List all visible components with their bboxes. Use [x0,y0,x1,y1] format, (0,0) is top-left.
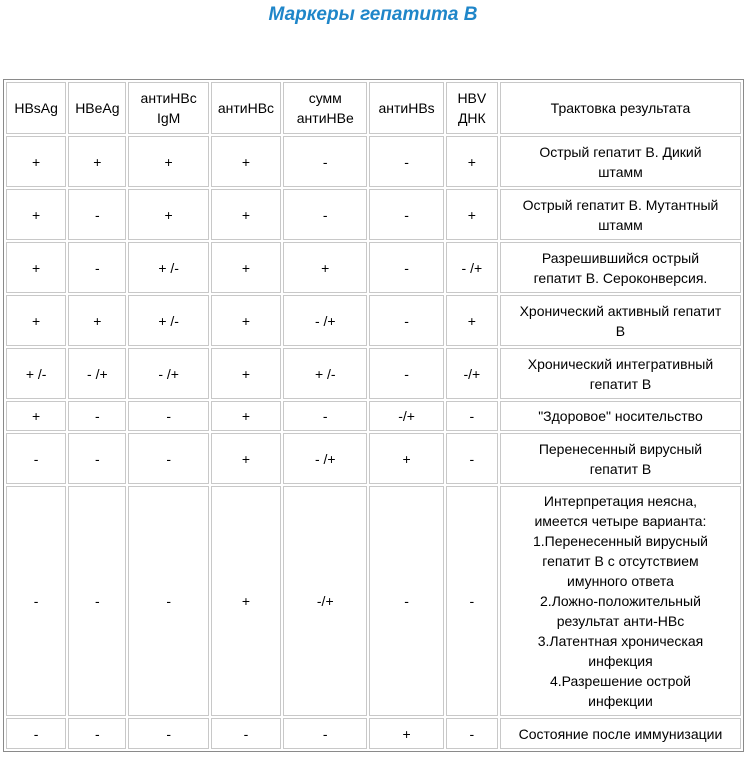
page-title: Маркеры гепатита В [268,4,478,25]
cell-text-line: 3.Латентная хроническая [537,633,704,649]
marker-cell: - [68,242,126,293]
marker-cell: - [446,433,498,484]
marker-cell: - [369,295,443,346]
cell-text-line: Интерпретация неясна, [543,493,698,509]
marker-cell: - /+ [283,295,367,346]
marker-cell: - [68,718,126,749]
marker-cell: + /- [128,295,208,346]
column-header [446,82,498,134]
cell-text-line: HBV [457,90,487,106]
cell-text-line: гепатит В [589,375,652,392]
cell-text-line: HBeAg [75,100,120,116]
cell-text-line: IgM [156,110,181,126]
cell-text-line: Острый гепатит В. Мутантный [522,196,719,213]
marker-cell: + [446,189,498,240]
marker-cell: + [211,486,281,716]
marker-cell: -/+ [283,486,367,716]
marker-cell: + [211,401,281,431]
table-row [6,433,741,484]
marker-cell: + /- [283,348,367,399]
interpretation-cell [500,295,741,346]
marker-cell: + [369,433,443,484]
marker-cell: - [446,401,498,431]
cell-text-line: антиНВс [140,90,197,106]
marker-cell: + [369,718,443,749]
table-row [6,348,741,399]
marker-cell: + [6,295,66,346]
cell-text-line: антиНВс [217,100,275,116]
interpretation-cell [500,189,741,240]
cell-text-line: "Здоровое" носительство [538,408,703,424]
table-row [6,718,741,749]
cell-text-line: инфекция [588,653,653,669]
marker-cell: - [128,486,208,716]
marker-cell: - [6,718,66,749]
marker-cell: - [369,486,443,716]
marker-cell: - [446,718,498,749]
marker-cell: + [128,189,208,240]
marker-cell: + [211,189,281,240]
table-row [6,486,741,716]
marker-cell: + [128,136,208,187]
cell-text-line: гепатит В. Сероконверсия. [533,269,708,286]
marker-cell: -/+ [369,401,443,431]
cell-text-line: имунного ответа [567,573,674,589]
cell-text-line: ДНК [457,110,486,126]
cell-text-line: Хронический интегративный [527,355,714,372]
interpretation-cell [500,718,741,749]
table-row [6,136,741,187]
interpretation-cell [500,348,741,399]
cell-text-line: HBsAg [14,100,58,116]
marker-cell: + [211,242,281,293]
table-row [6,189,741,240]
column-header [6,82,66,134]
marker-cell: + /- [6,348,66,399]
marker-cell: - [446,486,498,716]
interpretation-cell [500,486,741,716]
table-row [6,295,741,346]
marker-cell: -/+ [446,348,498,399]
marker-cell: + /- [128,242,208,293]
marker-cell: - [369,189,443,240]
cell-text-line: Острый гепатит В. Дикий [539,143,702,160]
marker-cell: + [68,136,126,187]
marker-cell: - [128,433,208,484]
marker-cell: + [6,136,66,187]
cell-text-line: инфекции [588,693,653,709]
marker-cell: - [283,401,367,431]
interpretation-cell [500,242,741,293]
marker-cell: + [68,295,126,346]
table-row [6,242,741,293]
interpretation-cell [500,136,741,187]
marker-cell: - [128,718,208,749]
marker-cell: - /+ [283,433,367,484]
cell-text-line: имеется четыре варианта: [534,513,707,529]
hepatitis-markers-table [3,79,744,752]
cell-text-line: Хронический активный гепатит [519,302,722,319]
cell-text-line: 4.Разрешение острой [549,673,691,689]
interpretation-cell [500,401,741,431]
marker-cell: + [446,295,498,346]
marker-cell: + [211,433,281,484]
cell-text-line: антиНВе [296,110,354,126]
cell-text-line: сумм [308,90,342,106]
cell-text-line: Перенесенный вирусный [538,440,703,457]
marker-cell: - [369,242,443,293]
cell-text-line: штамм [598,216,643,233]
marker-cell: - [68,401,126,431]
table-header-row [6,82,741,134]
marker-cell: + [283,242,367,293]
marker-cell: + [6,401,66,431]
cell-text-line: Трактовка результата [550,100,691,116]
cell-text-line: антиНВs [378,100,435,116]
marker-cell: - [6,433,66,484]
marker-cell: - /+ [68,348,126,399]
marker-cell: + [211,348,281,399]
marker-cell: - [283,718,367,749]
column-header [211,82,281,134]
column-header [68,82,126,134]
cell-text-line: Разрешившийся острый [541,249,700,266]
marker-cell: + [6,189,66,240]
marker-cell: - [211,718,281,749]
marker-cell: - [369,136,443,187]
marker-cell: - [68,189,126,240]
marker-cell: - /+ [128,348,208,399]
marker-cell: - [6,486,66,716]
marker-cell: + [211,295,281,346]
cell-text-line: штамм [598,163,643,180]
column-header [369,82,443,134]
column-header [283,82,367,134]
cell-text-line: В [615,322,626,339]
marker-cell: - [68,486,126,716]
marker-cell: - [128,401,208,431]
interpretation-cell [500,433,741,484]
cell-text-line: гепатит В [589,460,652,477]
marker-cell: - [283,136,367,187]
marker-cell: - /+ [446,242,498,293]
marker-cell: - [369,348,443,399]
marker-cell: - [68,433,126,484]
marker-cell: + [211,136,281,187]
marker-cell: + [6,242,66,293]
cell-text-line: 2.Ложно-положительный [540,593,701,609]
marker-cell: + [446,136,498,187]
marker-cell: - [283,189,367,240]
column-header [500,82,741,134]
cell-text-line: результат анти-НВс [556,613,685,629]
column-header [128,82,208,134]
table-row [6,401,741,431]
cell-text-line: Состояние после иммунизации [518,725,723,742]
cell-text-line: 1.Перенесенный вирусный [532,533,708,549]
cell-text-line: гепатит В с отсутствием [542,553,699,569]
